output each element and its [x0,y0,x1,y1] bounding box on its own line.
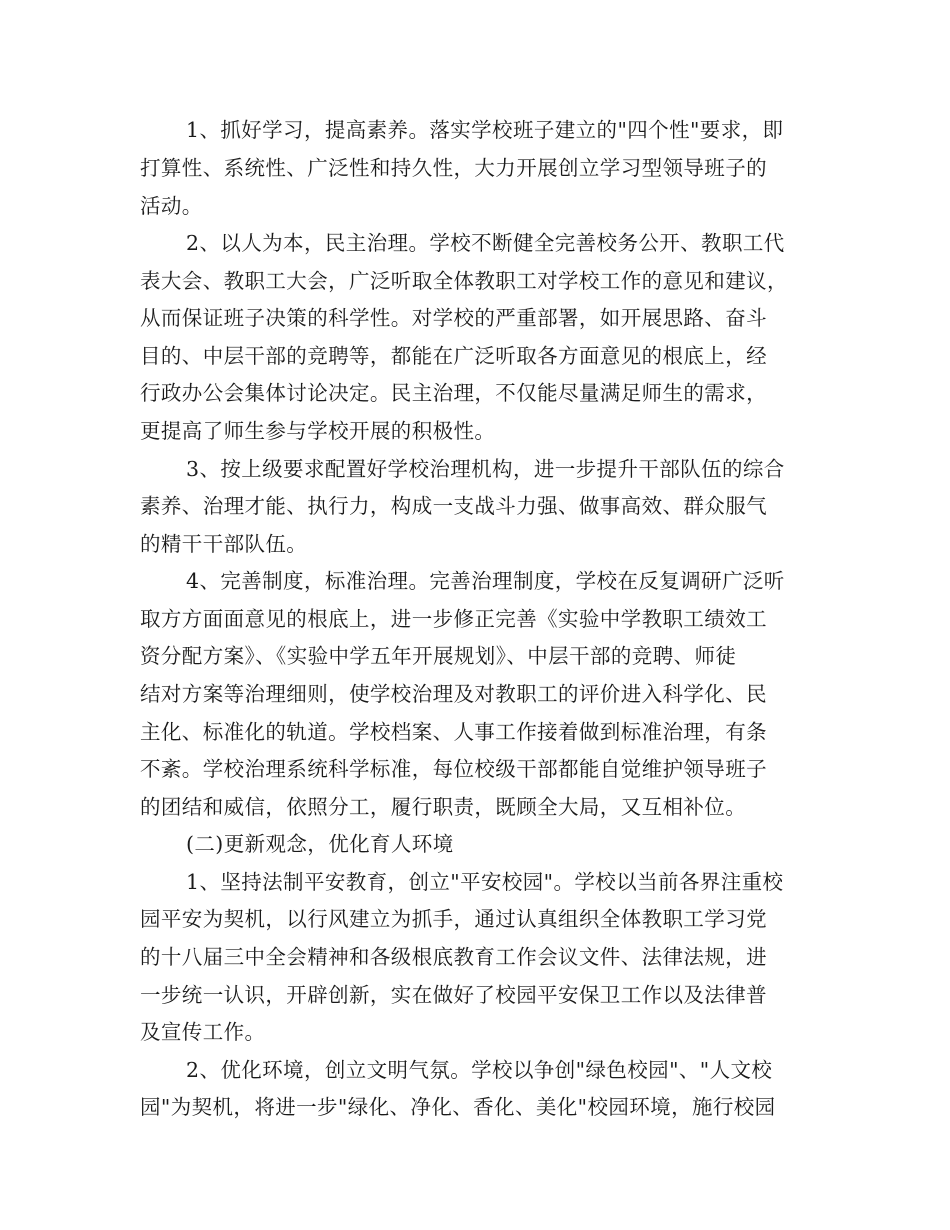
paragraph-4-line-6: 不紊。学校治理系统科学标准，每位校级干部都能自觉维护领导班子 [140,757,767,781]
paragraph-5-line-2: 园平安为契机，以行风建立为抓手，通过认真组织全体教职工学习党 [140,907,767,931]
paragraph-5-line-5: 及宣传工作。 [140,1020,266,1044]
paragraph-4-line-2: 取方方面面意见的根底上，进一步修正完善《实验中学教职工绩效工 [140,607,767,631]
paragraph-1-line-2: 打算性、系统性、广泛性和持久性，大力开展创立学习型领导班子的 [140,156,767,180]
paragraph-2-line-3: 从而保证班子决策的科学性。对学校的严重部署，如开展思路、奋斗 [140,306,767,330]
paragraph-4-line-7: 的团结和威信，依照分工，履行职责，既顾全大局，又互相补位。 [140,795,747,819]
paragraph-1-line-3: 活动。 [140,194,203,218]
paragraph-6-line-1: 2、优化环境，创立文明气氛。学校以争创"绿色校园"、"人文校 [186,1058,773,1082]
paragraph-4-line-5: 主化、标准化的轨道。学校档案、人事工作接着做到标准治理，有条 [140,720,767,744]
paragraph-3-line-1: 3、按上级要求配置好学校治理机构，进一步提升干部队伍的综合 [186,457,785,481]
paragraph-2-line-5: 行政办公会集体讨论决定。民主治理，不仅能尽量满足师生的需求， [140,381,767,405]
paragraph-2-line-4: 目的、中层干部的竞聘等，都能在广泛听取各方面意见的根底上，经 [140,344,767,368]
paragraph-4-line-3: 资分配方案》、《实验中学五年开展规划》、中层干部的竞聘、师徒 [140,644,737,668]
paragraph-2-line-2: 表大会、教职工大会，广泛听取全体教职工对学校工作的意见和建议， [140,269,788,293]
paragraph-3-line-2: 素养、治理才能、执行力，构成一支战斗力强、做事高效、群众服气 [140,494,767,518]
paragraph-2-line-1: 2、以人为本，民主治理。学校不断健全完善校务公开、教职工代 [186,231,785,255]
paragraph-5-line-4: 一步统一认识，开辟创新，实在做好了校园平安保卫工作以及法律普 [140,983,767,1007]
section-heading: (二)更新观念，优化育人环境 [186,832,454,856]
paragraph-5-line-3: 的十八届三中全会精神和各级根底教育工作会议文件、法律法规，进 [140,945,767,969]
paragraph-3-line-3: 的精干干部队伍。 [140,532,308,556]
paragraph-1-line-1: 1、抓好学习，提高素养。落实学校班子建立的"四个性"要求，即 [186,118,784,142]
paragraph-6-line-2: 园"为契机，将进一步"绿化、净化、香化、美化"校园环境，施行校园 [140,1095,776,1119]
paragraph-4-line-4: 结对方案等治理细则，使学校治理及对教职工的评价进入科学化、民 [140,682,767,706]
paragraph-2-line-6: 更提高了师生参与学校开展的积极性。 [140,419,496,443]
paragraph-4-line-1: 4、完善制度，标准治理。完善治理制度，学校在反复调研广泛听 [186,569,785,593]
paragraph-5-line-1: 1、坚持法制平安教育，创立"平安校园"。学校以当前各界注重校 [186,870,784,894]
